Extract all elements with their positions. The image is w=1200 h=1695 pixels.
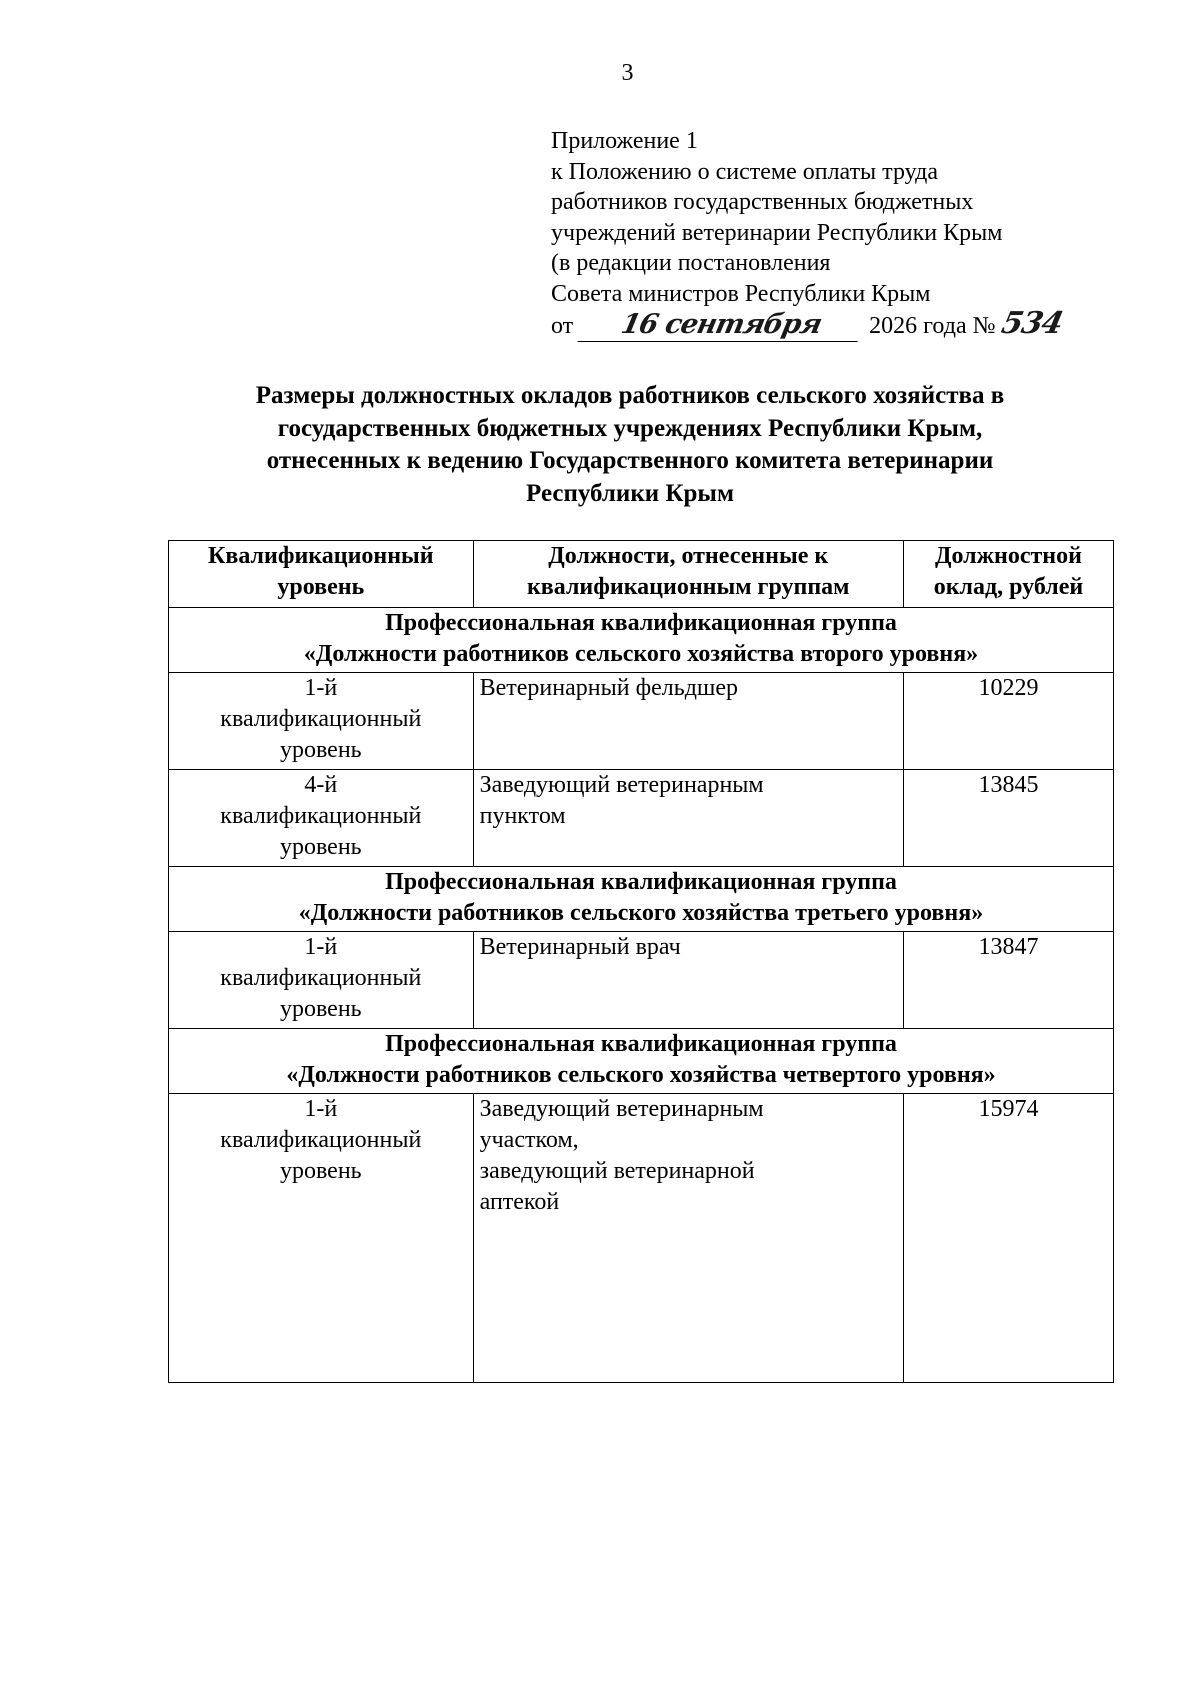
appendix-line: к Положению о системе оплаты труда bbox=[551, 158, 938, 185]
level-cell bbox=[169, 770, 474, 867]
group-title-line: «Должности работников сельского хозяйства третьего уровня» bbox=[298, 900, 984, 926]
appendix-line: (в редакции постановления bbox=[551, 250, 831, 276]
level-text: уровень bbox=[279, 834, 362, 860]
appendix-line: Совета министров Республики Крым bbox=[551, 280, 931, 307]
header-text: Должностной bbox=[934, 543, 1082, 569]
level-cell bbox=[169, 1094, 474, 1383]
date-prefix: от bbox=[551, 313, 574, 339]
group-title-line: Профессиональная квалификационная группа bbox=[385, 1031, 897, 1057]
level-text: уровень bbox=[279, 737, 362, 763]
appendix-line: учреждений ветеринарии Республики Крым bbox=[551, 219, 1003, 246]
level-text: 1-й bbox=[304, 1096, 338, 1122]
appendix-line: работников государственных бюджетных bbox=[551, 189, 974, 215]
title-line: Республики Крым bbox=[526, 479, 734, 507]
year-text: 2026 года № bbox=[869, 313, 996, 339]
header-level bbox=[169, 541, 474, 608]
title-line: государственных бюджетных учреждениях Республики Крым, bbox=[277, 414, 983, 442]
table-row bbox=[169, 932, 1114, 1029]
table-row bbox=[169, 770, 1114, 867]
position-text: пунктом bbox=[479, 803, 566, 829]
handwritten-number: 534 bbox=[997, 306, 1066, 341]
salary-cell: 13845 bbox=[903, 770, 1113, 867]
header-salary bbox=[903, 541, 1113, 608]
position-text: аптекой bbox=[479, 1189, 560, 1215]
group-title bbox=[169, 1029, 1114, 1094]
header-text: Квалификационный bbox=[207, 543, 434, 569]
title-line: отнесенных к ведению Государственного комитета ветеринарии bbox=[266, 447, 994, 474]
header-text: уровень bbox=[277, 574, 365, 600]
position-text: Ветеринарный фельдшер bbox=[479, 675, 739, 701]
group-row bbox=[169, 608, 1114, 673]
level-cell bbox=[169, 673, 474, 770]
position-text: Заведующий ветеринарным bbox=[479, 1096, 764, 1122]
level-text: 1-й bbox=[304, 675, 338, 701]
level-text: квалификационный bbox=[220, 803, 422, 829]
position-text: Ветеринарный врач bbox=[479, 934, 681, 960]
position-cell bbox=[473, 770, 903, 867]
table-row bbox=[169, 673, 1114, 770]
position-cell bbox=[473, 932, 903, 1029]
group-row bbox=[169, 867, 1114, 932]
salary-cell: 15974 bbox=[903, 1094, 1113, 1383]
header-text: Должности, отнесенные к bbox=[548, 543, 829, 569]
position-cell bbox=[473, 1094, 903, 1383]
salary-cell: 13847 bbox=[903, 932, 1113, 1029]
position-text: заведующий ветеринарной bbox=[479, 1158, 755, 1184]
level-text: уровень bbox=[279, 1158, 362, 1184]
document-title bbox=[130, 380, 1130, 510]
level-text: квалификационный bbox=[220, 1127, 422, 1153]
position-text: Заведующий ветеринарным bbox=[479, 772, 764, 798]
level-text: 1-й bbox=[304, 934, 338, 960]
group-title-line: «Должности работников сельского хозяйства четвертого уровня» bbox=[286, 1062, 996, 1088]
group-row bbox=[169, 1029, 1114, 1094]
level-text: квалификационный bbox=[220, 965, 422, 991]
resolution-date-line bbox=[551, 306, 1171, 342]
level-text: квалификационный bbox=[220, 706, 422, 732]
table-header-row bbox=[169, 541, 1114, 608]
position-text: участком, bbox=[479, 1127, 579, 1153]
group-title-line: Профессиональная квалификационная группа bbox=[385, 610, 897, 636]
appendix-line: Приложение 1 bbox=[551, 128, 698, 154]
salary-cell: 10229 bbox=[903, 673, 1113, 770]
level-cell bbox=[169, 932, 474, 1029]
table-row bbox=[169, 1094, 1114, 1383]
group-title-line: «Должности работников сельского хозяйства второго уровня» bbox=[303, 641, 979, 667]
handwritten-date: 16 сентября bbox=[578, 310, 865, 342]
level-text: уровень bbox=[279, 996, 362, 1022]
level-text: 4-й bbox=[304, 772, 338, 798]
appendix-block bbox=[551, 126, 1171, 342]
title-line: Размеры должностных окладов работников сельского хозяйства в bbox=[255, 382, 1005, 409]
page-number: 3 bbox=[621, 60, 634, 86]
header-text: оклад, рублей bbox=[933, 574, 1084, 600]
group-title bbox=[169, 608, 1114, 673]
header-text: квалификационным группам bbox=[526, 574, 850, 600]
header-positions bbox=[473, 541, 903, 608]
group-title-line: Профессиональная квалификационная группа bbox=[385, 869, 897, 895]
position-cell bbox=[473, 673, 903, 770]
salary-table bbox=[168, 540, 1114, 1383]
group-title bbox=[169, 867, 1114, 932]
